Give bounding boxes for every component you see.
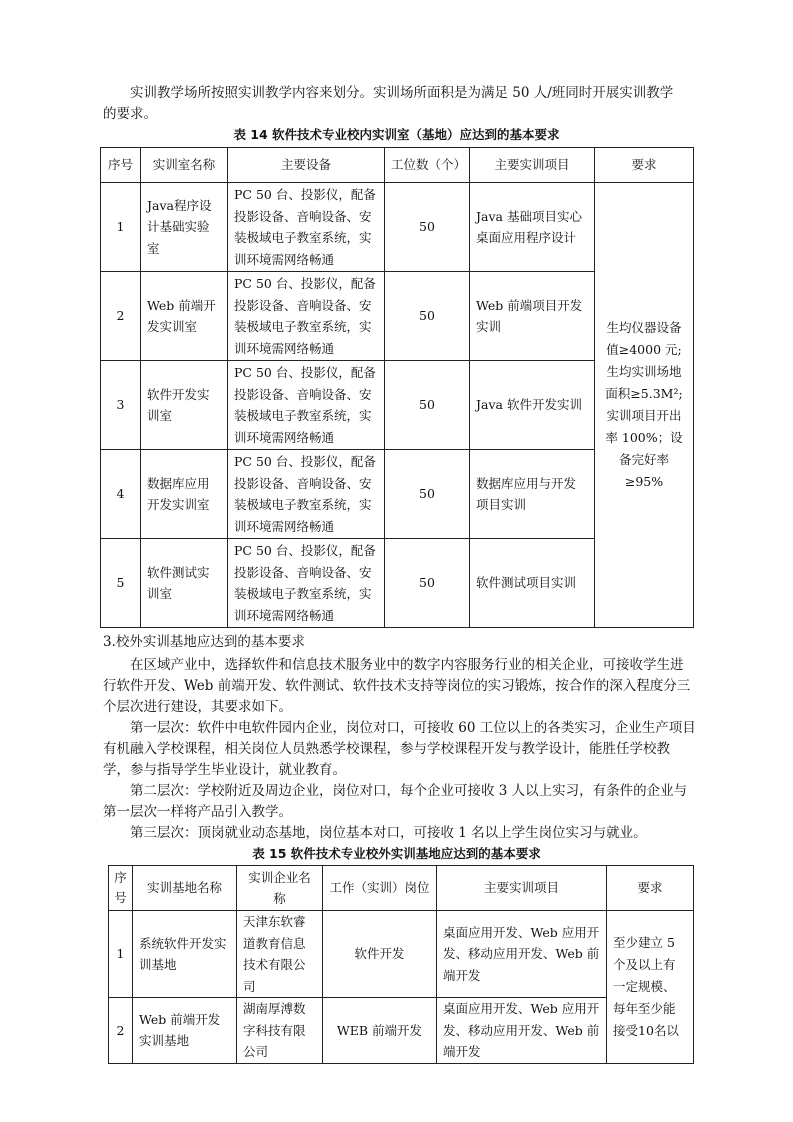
project: 桌面应用开发、Web 应用开发、移动应用开发、Web 前端开发 <box>437 911 607 998</box>
table15-header: 主要实训项目 <box>437 866 607 911</box>
table15-caption: 表 15 软件技术专业校外实训基地应达到的基本要求 <box>252 846 541 861</box>
project: Java 基础项目实心桌面应用程序设计 <box>470 183 595 272</box>
table14-header: 序号 <box>101 148 141 183</box>
post: WEB 前端开发 <box>323 998 437 1064</box>
table15-header: 工作（实训）岗位 <box>323 866 437 911</box>
project: Web 前端项目开发实训 <box>470 272 595 361</box>
stations: 50 <box>385 183 470 272</box>
table14-requirement: 生均仪器设备值≥4000 元;生均实训场地面积≥5.3M²;实训项目开出率 100%；设备完好率≥95% <box>595 183 694 628</box>
section-heading: 3.校外实训基地应达到的基本要求 <box>103 634 305 650</box>
post: 软件开发 <box>323 911 437 998</box>
table14-header: 主要设备 <box>228 148 385 183</box>
project: 桌面应用开发、Web 应用开发、移动应用开发、Web 前端开发 <box>437 998 607 1064</box>
company-name: 湖南厚溥数字科技有限公司 <box>237 998 323 1064</box>
row-number: 4 <box>101 450 141 539</box>
project: Java 软件开发实训 <box>470 361 595 450</box>
table14 <box>100 147 694 628</box>
section-paragraph: 在区域产业中，选择软件和信息技术服务业中的数字内容服务行业的相关企业，可接收学生进行软件开发、Web 前端开发、软件测试、软件技术支持等岗位的实习锻炼，按合作的深入程度分三个层次进行建设，其要求如下。 <box>103 657 691 715</box>
lab-name: 数据库应用开发实训室 <box>141 450 228 539</box>
table-row <box>101 183 694 272</box>
row-number: 2 <box>109 998 133 1064</box>
table15-header: 实训基地名称 <box>133 866 237 911</box>
section-paragraph: 第三层次：顶岗就业动态基地，岗位基本对口，可接收 1 名以上学生岗位实习与就业。 <box>130 825 647 841</box>
section-paragraph: 第一层次：软件中电软件园内企业，岗位对口，可接收 60 工位以上的各类实习，企业生产项目有机融入学校课程，相关岗位人员熟悉学校课程，参与学校课程开发与教学设计，能胜任学校教学，参与指导学生毕业设计，就业教育。 <box>103 720 696 778</box>
lab-name: Java程序设计基础实验室 <box>141 183 228 272</box>
equipment: PC 50 台、投影仪，配备投影设备、音响设备、安装极域电子教室系统，实训环境需网络畅通 <box>228 272 385 361</box>
table15-header: 要求 <box>607 866 694 911</box>
lab-name: 软件测试实训室 <box>141 539 228 628</box>
stations: 50 <box>385 361 470 450</box>
stations: 50 <box>385 272 470 361</box>
table-row <box>109 911 694 998</box>
stations: 50 <box>385 539 470 628</box>
lab-name: Web 前端开发实训室 <box>141 272 228 361</box>
row-number: 3 <box>101 361 141 450</box>
lab-name: 软件开发实训室 <box>141 361 228 450</box>
equipment: PC 50 台、投影仪，配备投影设备、音响设备、安装极域电子教室系统，实训环境需网络畅通 <box>228 183 385 272</box>
row-number: 2 <box>101 272 141 361</box>
table-row <box>109 998 694 1064</box>
table15 <box>108 865 694 1064</box>
equipment: PC 50 台、投影仪，配备投影设备、音响设备、安装极域电子教室系统，实训环境需网络畅通 <box>228 539 385 628</box>
project: 软件测试项目实训 <box>470 539 595 628</box>
table14-header: 要求 <box>595 148 694 183</box>
equipment: PC 50 台、投影仪，配备投影设备、音响设备、安装极域电子教室系统，实训环境需网络畅通 <box>228 361 385 450</box>
table15-header: 实训企业名称 <box>237 866 323 911</box>
table14-header: 工位数（个） <box>385 148 470 183</box>
company-name: 天津东软睿道教育信息技术有限公司 <box>237 911 323 998</box>
project: 数据库应用与开发项目实训 <box>470 450 595 539</box>
table14-caption: 表 14 软件技术专业校内实训室（基地）应达到的基本要求 <box>233 127 560 142</box>
table15-header: 序号 <box>109 866 133 911</box>
row-number: 1 <box>109 911 133 998</box>
section-paragraph: 第二层次：学校附近及周边企业，岗位对口，每个企业可接收 3 人以上实习，有条件的企业与第一层次一样将产品引入教学。 <box>103 783 688 820</box>
row-number: 1 <box>101 183 141 272</box>
base-name: Web 前端开发实训基地 <box>133 998 237 1064</box>
stations: 50 <box>385 450 470 539</box>
base-name: 系统软件开发实训基地 <box>133 911 237 998</box>
table15-header-row <box>109 866 694 911</box>
intro-paragraph: 实训教学场所按照实训教学内容来划分。实训场所面积是为满足 50 人/班同时开展实训教学 的要求。 <box>103 85 674 122</box>
row-number: 5 <box>101 539 141 628</box>
equipment: PC 50 台、投影仪，配备投影设备、音响设备、安装极域电子教室系统，实训环境需网络畅通 <box>228 450 385 539</box>
table14-header: 实训室名称 <box>141 148 228 183</box>
table14-header: 主要实训项目 <box>470 148 595 183</box>
table15-requirement: 至少建立 5 个及以上有一定规模、每年至少能接受10名以 <box>607 911 694 1064</box>
table14-header-row <box>101 148 694 183</box>
